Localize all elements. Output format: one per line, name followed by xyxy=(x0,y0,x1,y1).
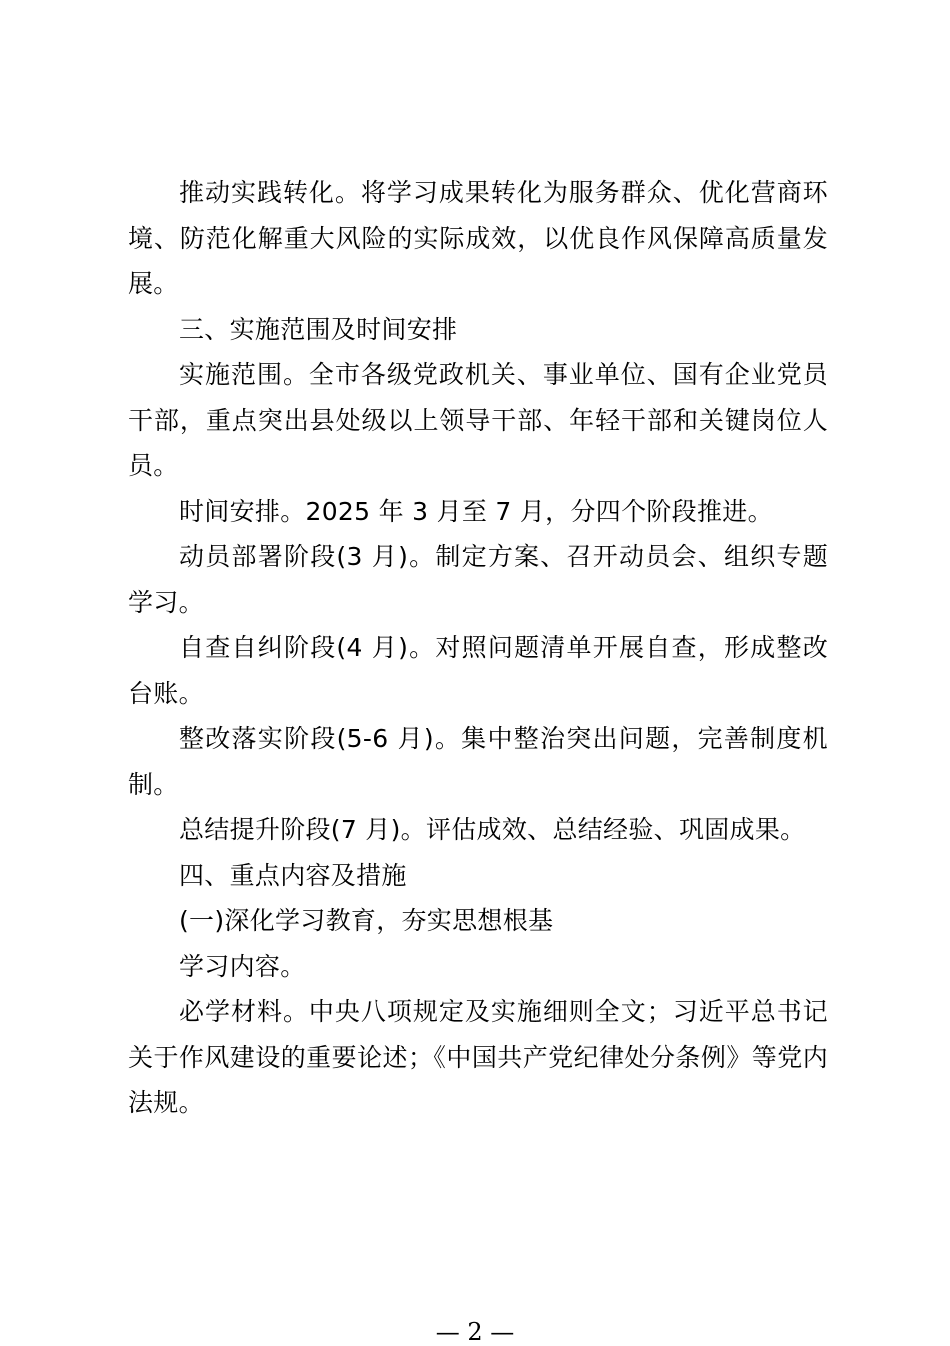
paragraph-phase-rectification: 整改落实阶段(5-6 月)。集中整治突出问题，完善制度机制。 xyxy=(128,724,828,799)
paragraph-scope: 实施范围。全市各级党政机关、事业单位、国有企业党员干部，重点突出县处级以上领导干部、年轻干部和关键岗位人员。 xyxy=(128,360,828,480)
paragraph-required-materials: 必学材料。中央八项规定及实施细则全文；习近平总书记关于作风建设的重要论述；《中国共产党纪律处分条例》等党内法规。 xyxy=(128,997,828,1117)
paragraph-study-content: 学习内容。 xyxy=(179,951,306,981)
paragraph-practice-transformation: 推动实践转化。将学习成果转化为服务群众、优化营商环境、防范化解重大风险的实际成效，以优良作风保障高质量发展。 xyxy=(128,178,828,298)
document-body xyxy=(128,170,828,1126)
section-heading-scope-schedule: 三、实施范围及时间安排 xyxy=(179,314,458,344)
subsection-heading-study-education: (一)深化学习教育，夯实思想根基 xyxy=(179,906,554,935)
paragraph-phase-summary: 总结提升阶段(7 月)。评估成效、总结经验、巩固成果。 xyxy=(179,815,806,844)
paragraph-phase-mobilization: 动员部署阶段(3 月)。制定方案、召开动员会、组织专题学习。 xyxy=(128,542,828,617)
paragraph-phase-self-inspection: 自查自纠阶段(4 月)。对照问题清单开展自查，形成整改台账。 xyxy=(128,633,828,708)
page-number: — 2 — xyxy=(435,1318,515,1346)
section-heading-key-content: 四、重点内容及措施 xyxy=(179,860,407,890)
paragraph-schedule: 时间安排。2025 年 3 月至 7 月，分四个阶段推进。 xyxy=(179,496,773,526)
